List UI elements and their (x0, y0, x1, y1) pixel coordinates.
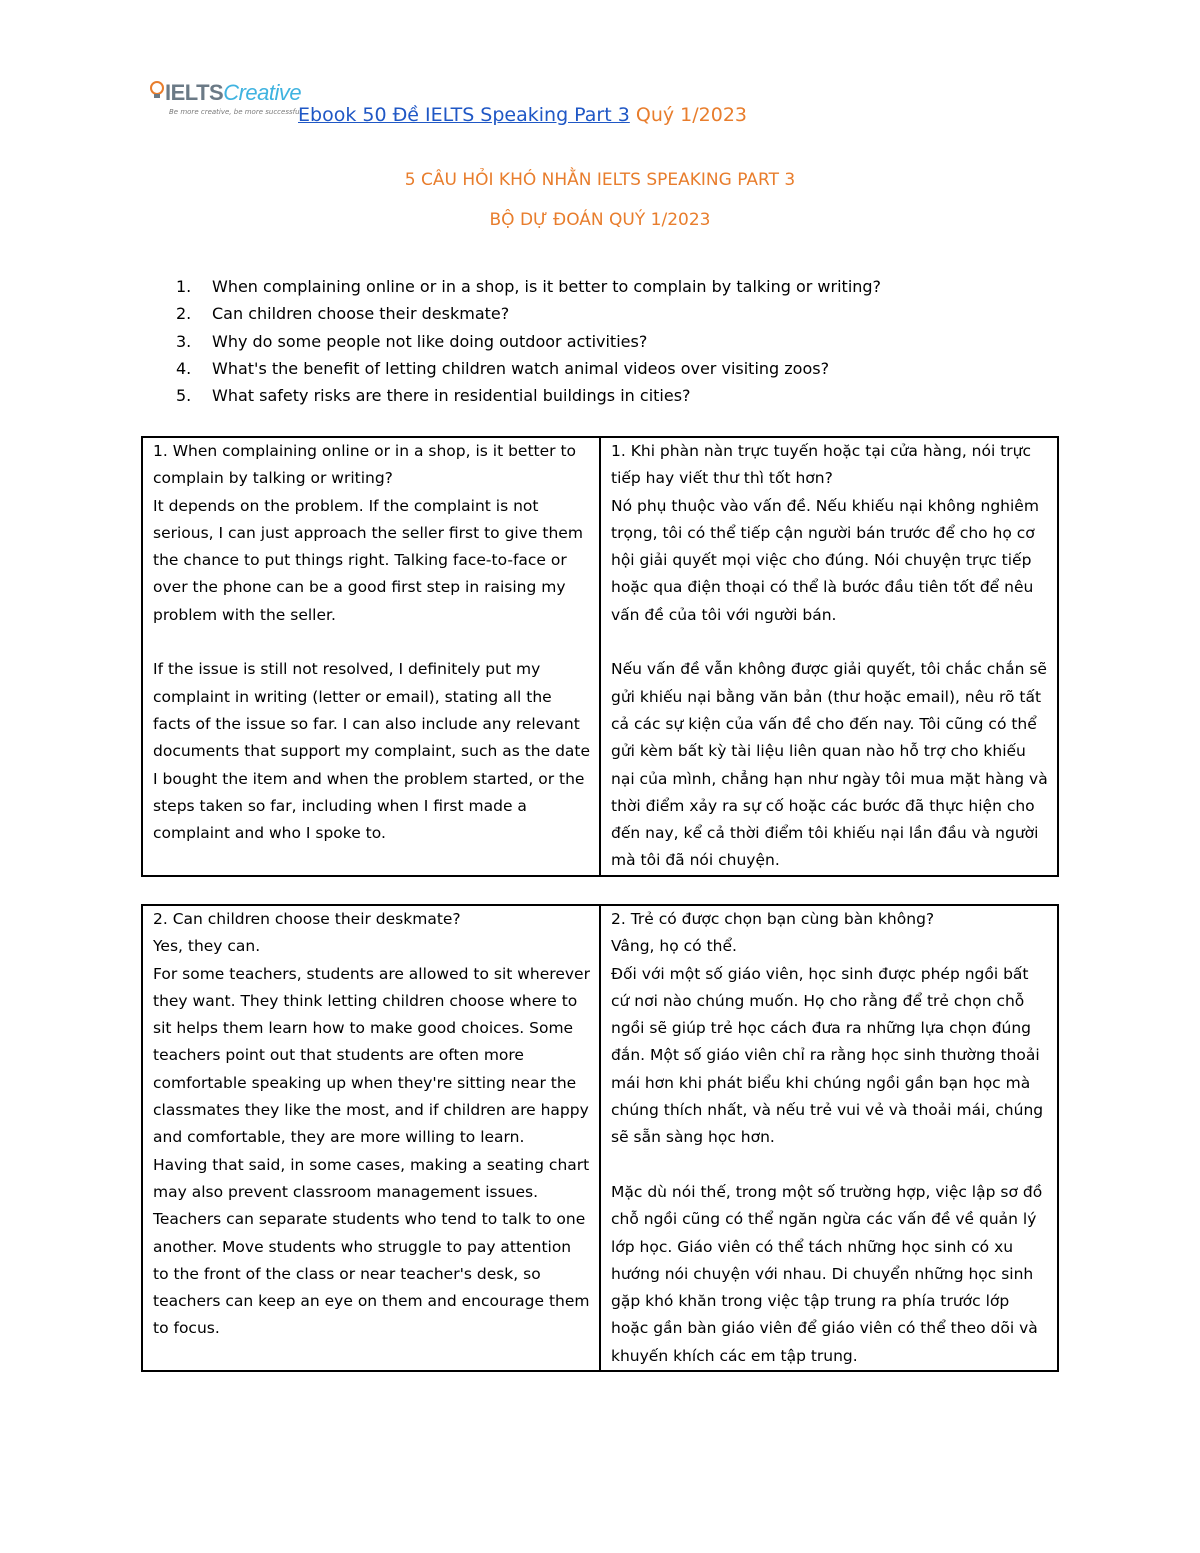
answer-question: 1. When complaining online or in a shop, is it better to complain by talking or writing? (153, 442, 577, 488)
ebook-title-link[interactable]: Ebook 50 Đề IELTS Speaking Part 3 (298, 104, 630, 126)
question-text: When complaining online or in a shop, is it better to complain by talking or writing? (212, 277, 882, 296)
answer-table-2 (141, 904, 1059, 1372)
paragraph-gap (153, 629, 591, 656)
section-heading: 5 CÂU HỎI KHÓ NHẰN IELTS SPEAKING PART 3 (404, 170, 796, 190)
logo-tagline: Be more creative, be more successful (169, 108, 302, 116)
ebook-title (298, 104, 747, 126)
answer-question: 2. Trẻ có được chọn bạn cùng bàn không? (611, 910, 935, 928)
paragraph-gap (611, 629, 1049, 656)
logo-ielts: IELTS (165, 80, 224, 105)
answer-cell-english (142, 437, 600, 876)
logo-creative: Creative (223, 80, 302, 105)
answer-question: 1. Khi phàn nàn trực tuyến hoặc tại cửa hàng, nói trực tiếp hay viết thư thì tốt hơn? (611, 442, 1032, 488)
table-row (142, 437, 1058, 876)
answer-paragraph: Mặc dù nói thế, trong một số trường hợp, việc lập sơ đồ chỗ ngồi cũng có thể ngăn ngừa các vấn đề về quản lý lớp học. Giáo viên có thể tách những học sinh có xu hướng nói chuyện với nhau. Di chuyển những học sinh gặp khó khăn trong việc tập trung ra phía trước lớp hoặc gần bàn giáo viên để giáo viên có thể theo dõi và khuyến khích các em tập trung. (611, 1182, 1043, 1365)
question-number: 2. (176, 304, 192, 324)
section-subheading: BỘ DỰ ĐOÁN QUÝ 1/2023 (489, 210, 711, 230)
question-list (176, 273, 881, 409)
question-number: 4. (176, 358, 192, 378)
answer-paragraph: For some teachers, students are allowed to sit wherever they want. They think letting children choose where to sit helps them learn how to make good choices. Some teachers point out that students are often more comfortable speaking up when they're sitting near the classmates they like the most, and if children are happy and comfortable, they are more willing to learn. (153, 964, 590, 1147)
ebook-title-suffix: Quý 1/2023 (629, 104, 747, 126)
question-text: What safety risks are there in residential buildings in cities? (212, 386, 691, 406)
question-item (176, 273, 881, 300)
paragraph-gap (611, 1152, 1049, 1179)
answer-paragraph: Nó phụ thuộc vào vấn đề. Nếu khiếu nại không nghiêm trọng, tôi có thể tiếp cận người bán trước để cho họ cơ hội giải quyết mọi việc cho đúng. Nói chuyện trực tiếp hoặc qua điện thoại có thể là bước đầu tiên tốt để nêu vấn đề của tôi với người bán. (611, 496, 1039, 624)
question-item (176, 300, 881, 327)
answer-paragraph: Nếu vấn đề vẫn không được giải quyết, tôi chắc chắn sẽ gửi khiếu nại bằng văn bản (thư hoặc email), nêu rõ tất cả các sự kiện của vấn đề cho đến nay. Tôi cũng có thể gửi kèm bất kỳ tài liệu liên quan nào hỗ trợ cho khiếu nại của mình, chẳng hạn như ngày tôi mua mặt hàng và thời điểm xảy ra sự cố hoặc các bước đã thực hiện cho đến nay, kể cả thời điểm tôi khiếu nại lần đầu và người mà tôi đã nói chuyện. (611, 660, 1048, 870)
answer-paragraph: It depends on the problem. If the complaint is not serious, I can just approach the seller first to give them the chance to put things right. Talking face-to-face or over the phone can be a good first step in raising my problem with the seller. (153, 496, 583, 624)
question-item (176, 382, 881, 409)
answer-paragraph: Vâng, họ có thể. (611, 937, 737, 956)
answer-cell-vietnamese (600, 905, 1058, 1371)
question-text: What's the benefit of letting children watch animal videos over visiting zoos? (212, 358, 830, 378)
logo-wordmark (165, 80, 301, 106)
question-number: 5. (176, 386, 192, 406)
question-item (176, 328, 881, 355)
question-text: Why do some people not like doing outdoor activities? (212, 331, 648, 351)
question-number: 1. (176, 277, 192, 296)
question-item (176, 355, 881, 382)
answer-cell-vietnamese (600, 437, 1058, 876)
question-number: 3. (176, 331, 192, 351)
table-row (142, 905, 1058, 1371)
answer-cell-english (142, 905, 600, 1371)
answer-table-1 (141, 436, 1059, 877)
brand-logo (145, 72, 302, 122)
question-text: Can children choose their deskmate? (212, 304, 510, 324)
answer-paragraph: Yes, they can. (153, 937, 261, 956)
answer-paragraph: If the issue is still not resolved, I definitely put my complaint in writing (letter or email), stating all the facts of the issue so far. I can also include any relevant documents that support my complaint, such as the date I bought the item and when the problem started, or the steps taken so far, including when I first made a complaint and who I spoke to. (153, 660, 591, 843)
answer-paragraph: Đối với một số giáo viên, học sinh được phép ngồi bất cứ nơi nào chúng muốn. Họ cho rằng để trẻ chọn chỗ ngồi sẽ giúp trẻ học cách đưa ra những lựa chọn đúng đắn. Một số giáo viên chỉ ra rằng học sinh thường thoải mái hơn khi phát biểu khi chúng ngồi gần bạn học mà chúng thích nhất, và nếu trẻ vui vẻ và thoải mái, chúng sẽ sẵn sàng học hơn. (611, 964, 1044, 1147)
answer-paragraph: Having that said, in some cases, making a seating chart may also prevent classroom management issues. Teachers can separate students who tend to talk to one another. Move students who struggle to pay attention to the front of the class or near teacher's desk, so teachers can keep an eye on them and encourage them to focus. (153, 1155, 590, 1338)
answer-question: 2. Can children choose their deskmate? (153, 910, 461, 928)
